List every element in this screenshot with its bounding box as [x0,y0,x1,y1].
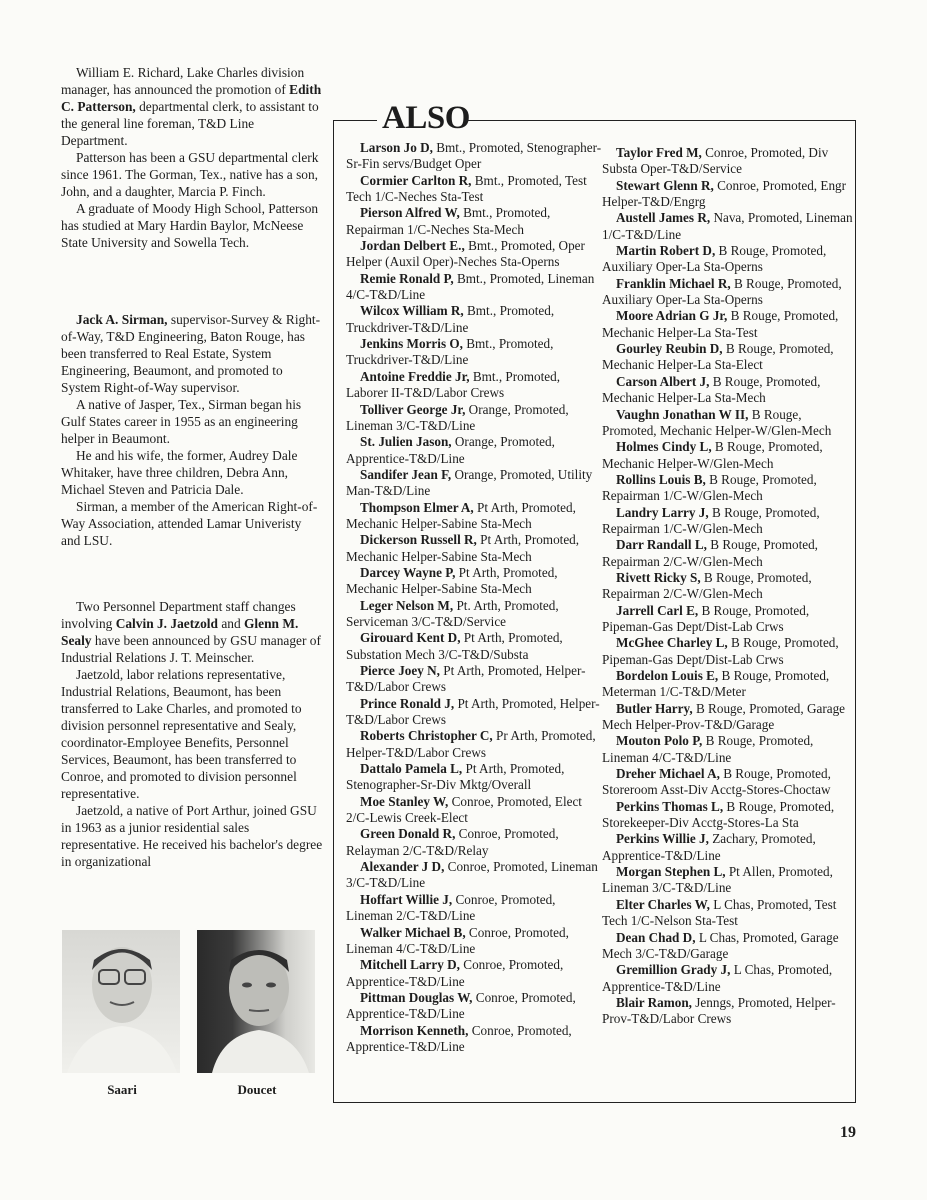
promotion-detail: Nava, Promoted, Lineman 1/C-T&D/Line [602,210,853,242]
paragraph [61,598,323,666]
list-item [602,178,857,211]
promotion-detail: Pt. Arth, Promoted, Serviceman 3/C-T&D/Service [346,597,559,629]
paragraph: He and his wife, the former, Audrey Dale Whitaker, have three children, Debra Ann, Michael Steven and Patricia Dale. [61,448,298,497]
page-number: 19 [840,1124,856,1141]
employee-name: Rollins Louis B, [616,471,706,487]
list-item [602,733,857,766]
promotion-detail: Pr Arth, Promoted, Helper-T&D/Labor Crews [346,728,596,760]
list-item [602,603,857,636]
portrait-illustration [197,930,315,1073]
promotion-detail: Conroe, Promoted, Engr Helper-T&D/Engrg [602,177,847,210]
portrait-photo-doucet [197,930,315,1073]
promotion-detail: Conroe, Promoted, Div Substa Oper-T&D/Service [602,145,829,177]
promotion-detail: Orange, Promoted, Apprentice-T&D/Line [346,434,555,466]
text: Two Personnel Department staff changes involving [61,599,296,631]
list-item [346,696,604,729]
portrait-illustration [62,930,180,1073]
employee-name: Pierson Alfred W, [360,205,460,221]
promotion-detail: B Rouge, Promoted, Repairman 2/C-W/Glen-Mech [602,569,812,602]
list-item [346,925,604,958]
also-heading: ALSO [382,100,470,136]
promotion-detail: B Rouge, Promoted, Mechanic Helper-La Sta-Mech [602,373,821,406]
list-item [346,598,604,631]
promotion-detail: Conroe, Promoted, Lineman 2/C-T&D/Line [346,891,556,924]
list-item [346,826,604,859]
promotion-detail: Bmt., Promoted, Oper Helper (Auxil Oper)-Neches Sta-Operns [346,238,585,270]
employee-name: Carson Albert J, [616,373,710,389]
promotion-detail: Bmt., Promoted, Truckdriver-T&D/Line [346,303,555,335]
list-item [346,303,604,336]
promotion-detail: B Rouge, Promoted, Mechanic Helper-La Sta-Test [602,308,839,340]
list-item [346,271,604,304]
list-item [602,276,857,309]
promotion-detail: Conroe, Promoted, Relayman 2/C-T&D/Relay [346,826,559,858]
employee-name: Walker Michael B, [360,924,466,940]
promotion-detail: Bmt., Promoted, Lineman 4/C-T&D/Line [346,270,595,303]
paragraph: Jaetzold, a native of Port Arthur, joined GSU in 1963 as a junior residential sales representative. He received his bachelor's degree in organizational [61,803,323,869]
employee-name: Jordan Delbert E., [360,238,465,254]
employee-name: Perkins Thomas L, [616,798,724,814]
story-patterson [61,64,323,251]
employee-name: Tolliver George Jr, [360,401,466,417]
paragraph [61,64,323,149]
promotion-detail: Conroe, Promoted, Lineman 4/C-T&D/Line [346,924,569,956]
employee-name: Rivett Ricky S, [616,569,701,585]
promotions-list-column-b [602,145,857,1028]
list-item [602,407,857,440]
employee-name: Elter Charles W, [616,896,710,912]
text: William E. Richard, Lake Charles division manager, has announced the promotion of [61,65,305,97]
text: have been announced by GSU manager of Industrial Relations J. T. Meinscher. [61,633,321,665]
list-item [346,402,604,435]
promotion-detail: Zachary, Promoted, Apprentice-T&D/Line [602,831,816,863]
promotion-detail: Pt Arth, Promoted, Helper-T&D/Labor Crews [346,695,600,728]
list-item [602,505,857,538]
employee-name: Morrison Kenneth, [360,1022,469,1038]
promotion-detail: B Rouge, Promoted, Mechanic Helper-La Sta-Elect [602,341,834,373]
list-item [602,668,857,701]
list-item [346,205,604,238]
promotion-detail: Bmt., Promoted, Truckdriver-T&D/Line [346,336,554,368]
promotion-detail: B Rouge, Promoted, Lineman 4/C-T&D/Line [602,733,814,765]
employee-name: Moe Stanley W, [360,793,449,809]
promotion-detail: Conroe, Promoted, Apprentice-T&D/Line [346,957,564,989]
paragraph: A graduate of Moody High School, Patterson has studied at Mary Hardin Baylor, McNeese State University and Sowella Tech. [61,201,319,250]
list-item [346,369,604,402]
employee-name: Girouard Kent D, [360,630,461,646]
employee-name: St. Julien Jason, [360,434,452,450]
promotion-detail: Bmt., Promoted, Test Tech 1/C-Neches Sta-Test [346,172,587,205]
promotion-detail: B Rouge, Promoted, Auxiliary Oper-La Sta-Operns [602,275,842,308]
promotion-detail: B Rouge, Promoted, Pipeman-Gas Dept/Dist-Lab Crws [602,635,839,667]
paragraph [61,311,323,396]
list-item [346,140,604,173]
employee-name: Perkins Willie J, [616,831,709,847]
list-item [346,1023,604,1056]
list-item [602,962,857,995]
photo-caption: Saari [107,1082,137,1097]
list-item [346,434,604,467]
list-item [346,761,604,794]
employee-name: Cormier Carlton R, [360,172,472,188]
employee-name: Sandifer Jean F, [360,466,452,482]
employee-name: Gourley Reubin D, [616,341,723,357]
employee-name: Darcey Wayne P, [360,564,456,580]
list-item [346,532,604,565]
list-item [346,728,604,761]
employee-name: Dreher Michael A, [616,766,720,782]
promotion-detail: Conroe, Promoted, Apprentice-T&D/Line [346,989,576,1022]
list-item [346,794,604,827]
list-item [602,341,857,374]
employee-name: Austell James R, [616,210,711,226]
promotion-detail: Pt Allen, Promoted, Lineman 3/C-T&D/Line [602,864,833,896]
list-item [346,990,604,1023]
promotion-detail: Orange, Promoted, Utility Man-T&D/Line [346,466,593,499]
list-item [602,472,857,505]
story-sirman [61,311,323,549]
person-name: Jack A. Sirman, [76,312,168,327]
employee-name: Moore Adrian G Jr, [616,308,728,324]
employee-name: Martin Robert D, [616,243,716,259]
promotion-detail: B Rouge, Promoted, Mechanic Helper-W/Glen-Mech [602,439,823,471]
list-item [602,308,857,341]
employee-name: Landry Larry J, [616,504,709,520]
promotion-detail: Bmt., Promoted, Repairman 1/C-Neches Sta-Mech [346,205,551,237]
employee-name: Holmes Cindy L, [616,439,712,455]
promotion-detail: B Rouge, Promoted, Pipeman-Gas Dept/Dist-Lab Crws [602,602,810,634]
promotion-detail: L Chas, Promoted, Garage Mech 3/C-T&D/Garage [602,929,839,961]
employee-name: Mouton Polo P, [616,733,703,749]
employee-name: McGhee Charley L, [616,635,728,651]
list-item [346,957,604,990]
list-item [346,892,604,925]
promotion-detail: Pt Arth, Promoted, Stenographer-Sr-Div Mktg/Overall [346,761,565,793]
employee-name: Prince Ronald J, [360,695,455,711]
employee-name: Gremillion Grady J, [616,962,731,978]
list-item [602,701,857,734]
promotion-detail: Pt Arth, Promoted, Mechanic Helper-Sabine Sta-Mech [346,532,580,564]
list-item [346,173,604,206]
list-item [602,930,857,963]
employee-name: Blair Ramon, [616,994,692,1010]
list-item [602,766,857,799]
employee-name: Dattalo Pamela L, [360,761,463,777]
employee-name: Stewart Glenn R, [616,177,714,193]
list-item [602,243,857,276]
promotion-detail: Jenngs, Promoted, Helper-Prov-T&D/Labor Crews [602,994,836,1027]
photo-caption: Doucet [237,1082,277,1097]
employee-name: Dean Chad D, [616,929,696,945]
list-item [346,238,604,271]
employee-name: Larson Jo D, [360,140,433,155]
promotion-detail: B Rouge, Promoted, Auxiliary Oper-La Sta-Operns [602,243,827,275]
list-item [602,799,857,832]
promotion-detail: B Rouge, Promoted, Mechanic Helper-W/Glen-Mech [602,406,832,438]
employee-name: Vaughn Jonathan W II, [616,406,749,422]
promotion-detail: B Rouge, Promoted, Storekeeper-Div Acctg-Stores-La Sta [602,798,835,831]
list-item [346,630,604,663]
promotion-detail: Conroe, Promoted, Elect 2/C-Lewis Creek-Elect [346,793,582,826]
employee-name: Hoffart Willie J, [360,891,453,907]
list-item [346,663,604,696]
list-item [602,995,857,1028]
promotion-detail: Pt Arth, Promoted, Substation Mech 3/C-T&D/Substa [346,630,563,662]
list-item [346,565,604,598]
employee-name: Bordelon Louis E, [616,668,719,683]
promotion-detail: L Chas, Promoted, Apprentice-T&D/Line [602,962,833,994]
paragraph: Sirman, a member of the American Right-of-Way Association, attended Lamar Univeristy and LSU. [61,499,318,548]
employee-name: Mitchell Larry D, [360,957,460,973]
list-item [602,210,857,243]
text: departmental clerk, to assistant to the general line foreman, T&D Line Department. [61,99,319,148]
promotion-detail: Pt Arth, Promoted, Helper-T&D/Labor Crews [346,663,586,695]
list-item [602,864,857,897]
photo-row [62,930,322,1100]
employee-name: Pierce Joey N, [360,663,440,678]
text: and [217,616,245,631]
portrait-photo-saari [62,930,180,1073]
employee-name: Leger Nelson M, [360,597,454,613]
promotion-detail: B Rouge, Promoted, Repairman 2/C-W/Glen-Mech [602,537,818,569]
promotion-detail: B Rouge, Promoted, Repairman 1/C-W/Glen-Mech [602,504,820,536]
employee-name: Dickerson Russell R, [360,532,477,548]
promotion-detail: Bmt., Promoted, Stenographer-Sr-Fin servs/Budget Oper [346,140,602,172]
employee-name: Morgan Stephen L, [616,864,726,880]
photo-figure-doucet [197,930,317,1098]
person-name: Calvin J. Jaetzold [115,616,218,631]
paragraph: Patterson has been a GSU departmental clerk since 1961. The Gorman, Tex., native has a son, John, and a daughter, Marcia P. Finch. [61,150,319,199]
employee-name: Remie Ronald P, [360,270,454,286]
paragraph: Jaetzold, labor relations representative, Industrial Relations, Beaumont, has been transferred to Lake Charles, and promoted to division personnel representative and Sealy, coordinator-Employee Benefits, Personnel Services, Beaumont, has been transferred to Conroe, and promoted to division personnel representative. [61,667,302,801]
list-item [346,467,604,500]
employee-name: Antoine Freddie Jr, [360,368,470,384]
list-item [602,831,857,864]
employee-name: Pittman Douglas W, [360,989,473,1005]
employee-name: Wilcox William R, [360,303,464,319]
promotion-detail: L Chas, Promoted, Test Tech 1/C-Nelson Sta-Test [602,896,837,929]
promotion-detail: Conroe, Promoted, Apprentice-T&D/Line [346,1022,572,1054]
employee-name: Darr Randall L, [616,537,707,553]
employee-name: Roberts Christopher C, [360,728,493,744]
list-item [602,145,857,178]
photo-figure-saari [62,930,182,1098]
promotion-detail: B Rouge, Promoted, Garage Mech Helper-Prov-T&D/Garage [602,700,846,733]
employee-name: Jenkins Morris O, [360,336,463,352]
list-item [346,336,604,369]
list-item [346,500,604,533]
employee-name: Alexander J D, [360,859,445,875]
text: supervisor-Survey & Right-of-Way, T&D Engineering, Baton Rouge, has been transferred to Real Estate, System Engineering, Beaumont, and promoted to System Right-of-Way supervisor. [61,312,321,395]
employee-name: Franklin Michael R, [616,275,731,291]
person-name: Edith C. Patterson, [61,82,322,114]
employee-name: Thompson Elmer A, [360,499,474,515]
list-item [346,859,604,892]
list-item [602,537,857,570]
promotion-detail: Bmt., Promoted, Laborer II-T&D/Labor Crews [346,368,561,401]
promotion-detail: Conroe, Promoted, Lineman 3/C-T&D/Line [346,859,598,891]
employee-name: Taylor Fred M, [616,145,702,160]
employee-name: Jarrell Carl E, [616,602,699,618]
list-item [602,635,857,668]
promotion-detail: Pt Arth, Promoted, Mechanic Helper-Sabine Sta-Mech [346,564,558,597]
employee-name: Butler Harry, [616,700,693,716]
employee-name: Green Donald R, [360,826,456,842]
promotion-detail: B Rouge, Promoted, Meterman 1/C-T&D/Meter [602,668,830,700]
promotion-detail: Orange, Promoted, Lineman 3/C-T&D/Line [346,401,569,433]
promotions-list-column-a [346,140,604,1055]
story-jaetzold-sealy [61,598,323,870]
promotion-detail: B Rouge, Promoted, Storeroom Asst-Div Acctg-Stores-Choctaw [602,766,831,798]
list-item [602,439,857,472]
list-item [602,374,857,407]
person-name: Glenn M. Sealy [61,616,299,648]
list-item [602,570,857,603]
promotion-detail: Pt Arth, Promoted, Mechanic Helper-Sabine Sta-Mech [346,499,576,531]
list-item [602,897,857,930]
promotion-detail: B Rouge, Promoted, Repairman 1/C-W/Glen-Mech [602,471,817,504]
paragraph: A native of Jasper, Tex., Sirman began his Gulf States career in 1955 as an engineering helper in Beaumont. [61,397,302,446]
